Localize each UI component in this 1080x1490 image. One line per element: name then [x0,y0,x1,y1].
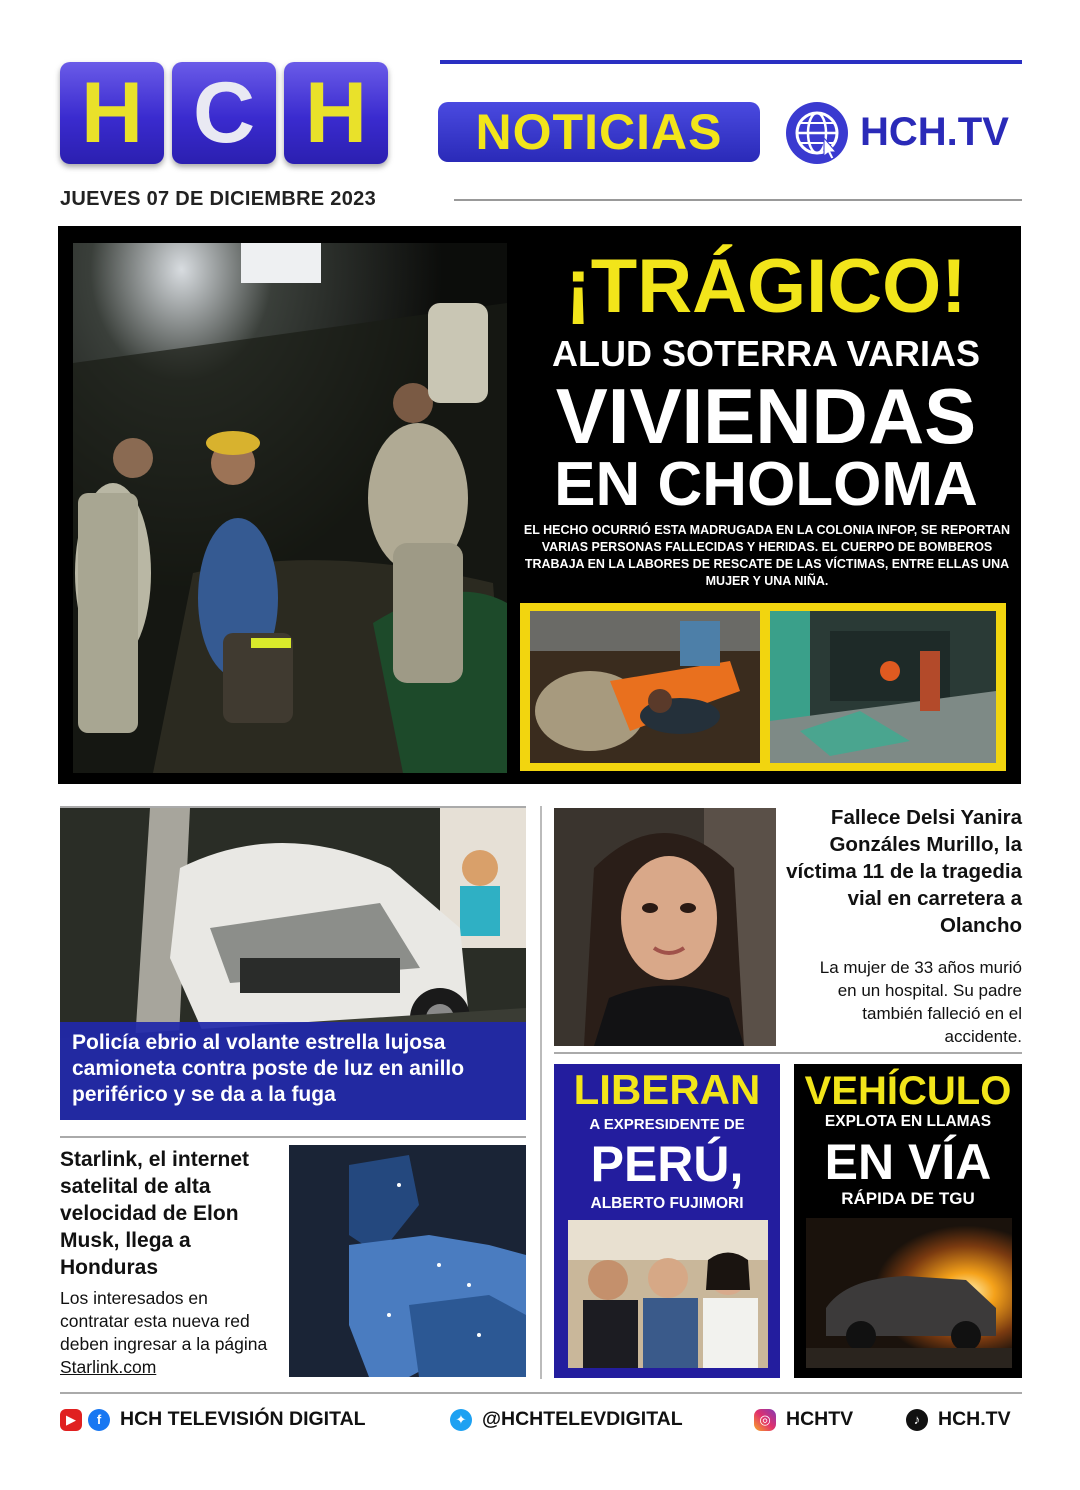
footer-twitter[interactable] [450,1408,683,1431]
rescue-photo [73,243,507,773]
footer-tiktok[interactable] [906,1408,1011,1431]
facebook-icon: f [88,1409,110,1431]
victim-body: La mujer de 33 años murió en un hospital. Su padre también falleció en el accidente. [819,958,1022,1046]
stretcher-photo [530,611,760,763]
instagram-icon: ◎ [754,1409,776,1431]
vehicle-line-1: VEHÍCULO [804,1069,1012,1113]
debris-photo [770,611,996,763]
youtube-icon: ▶ [60,1409,82,1431]
starlink-link[interactable]: Starlink.com [60,1357,157,1377]
footer-youtube-label: HCH TELEVISIÓN DIGITAL [120,1408,366,1430]
section-rule-left [60,1136,526,1138]
starlink-body-text: Los interesados en contratar esta nueva red deben ingresar a la página [60,1288,268,1354]
peru-line-4: ALBERTO FUJIMORI [590,1195,744,1212]
main-kicker: ¡TRÁGICO! [565,244,967,329]
starlink-body [60,1287,280,1379]
logo-letter-h2: H [284,62,388,164]
peru-line-1: LIBERAN [573,1066,761,1113]
issue-date: JUEVES 07 DE DICIEMBRE 2023 [60,188,377,210]
coverage-map [289,1145,526,1377]
burning-car-photo [806,1218,1012,1368]
thumbnail-strip [520,603,1006,771]
logo-letter-c: C [172,62,276,164]
footer-instagram[interactable] [754,1408,853,1431]
column-divider [540,806,542,1379]
twitter-icon: ✦ [450,1409,472,1431]
logo-letter-h1: H [60,62,164,164]
globe-icon [786,102,848,164]
date-rule [454,199,1022,201]
section-label: NOTICIAS [438,102,760,162]
peru-line-3: PERÚ, [590,1136,744,1192]
main-body: EL HECHO OCURRIÓ ESTA MADRUGADA EN LA COLONIA INFOP, SE REPORTAN VARIAS PERSONAS FALLECIDAS Y HERIDAS. EL CUERPO DE BOMBEROS TRABAJA EN LA LABORES DE RESCATE DE LAS VÍCTIMAS, ENTRE ELLAS UNA MUJER Y UNA NIÑA. [523,523,1011,588]
vehicle-line-3: EN VÍA [824,1134,992,1190]
starlink-headline[interactable]: Starlink, el internet satelital de alta velocidad de Elon Musk, llega a Honduras [60,1148,250,1279]
peru-line-2: A EXPRESIDENTE DE [589,1116,745,1133]
main-headline-1: ALUD SOTERRA VARIAS [551,333,980,374]
website-link[interactable]: HCH.TV [860,110,1009,154]
victim-photo [554,808,776,1046]
main-headline-3: EN CHOLOMA [554,450,978,519]
section-rule-mid [554,1052,1022,1054]
tiktok-icon: ♪ [906,1409,928,1431]
footer-instagram-label: HCHTV [786,1408,854,1430]
fujimori-photo [568,1220,768,1368]
header-rule [440,60,1022,64]
footer-twitter-label: @HCHTELEVDIGITAL [482,1408,683,1430]
footer-tiktok-label: HCH.TV [938,1408,1011,1430]
footer-youtube-facebook[interactable] [60,1408,366,1431]
car-story-caption[interactable]: Policía ebrio al volante estrella lujosa camioneta contra poste de luz en anillo periférico y se da a la fuga [60,1022,526,1120]
footer-rule [60,1392,1022,1394]
victim-headline[interactable]: Fallece Delsi Yanira Gonzáles Murillo, la víctima 11 de la tragedia vial en carretera a Olancho [786,806,1022,937]
vehicle-line-2: EXPLOTA EN LLAMAS [824,1113,992,1130]
main-headline-2: VIVIENDAS [555,372,977,460]
vehicle-line-4: RÁPIDA DE TGU [841,1189,975,1208]
